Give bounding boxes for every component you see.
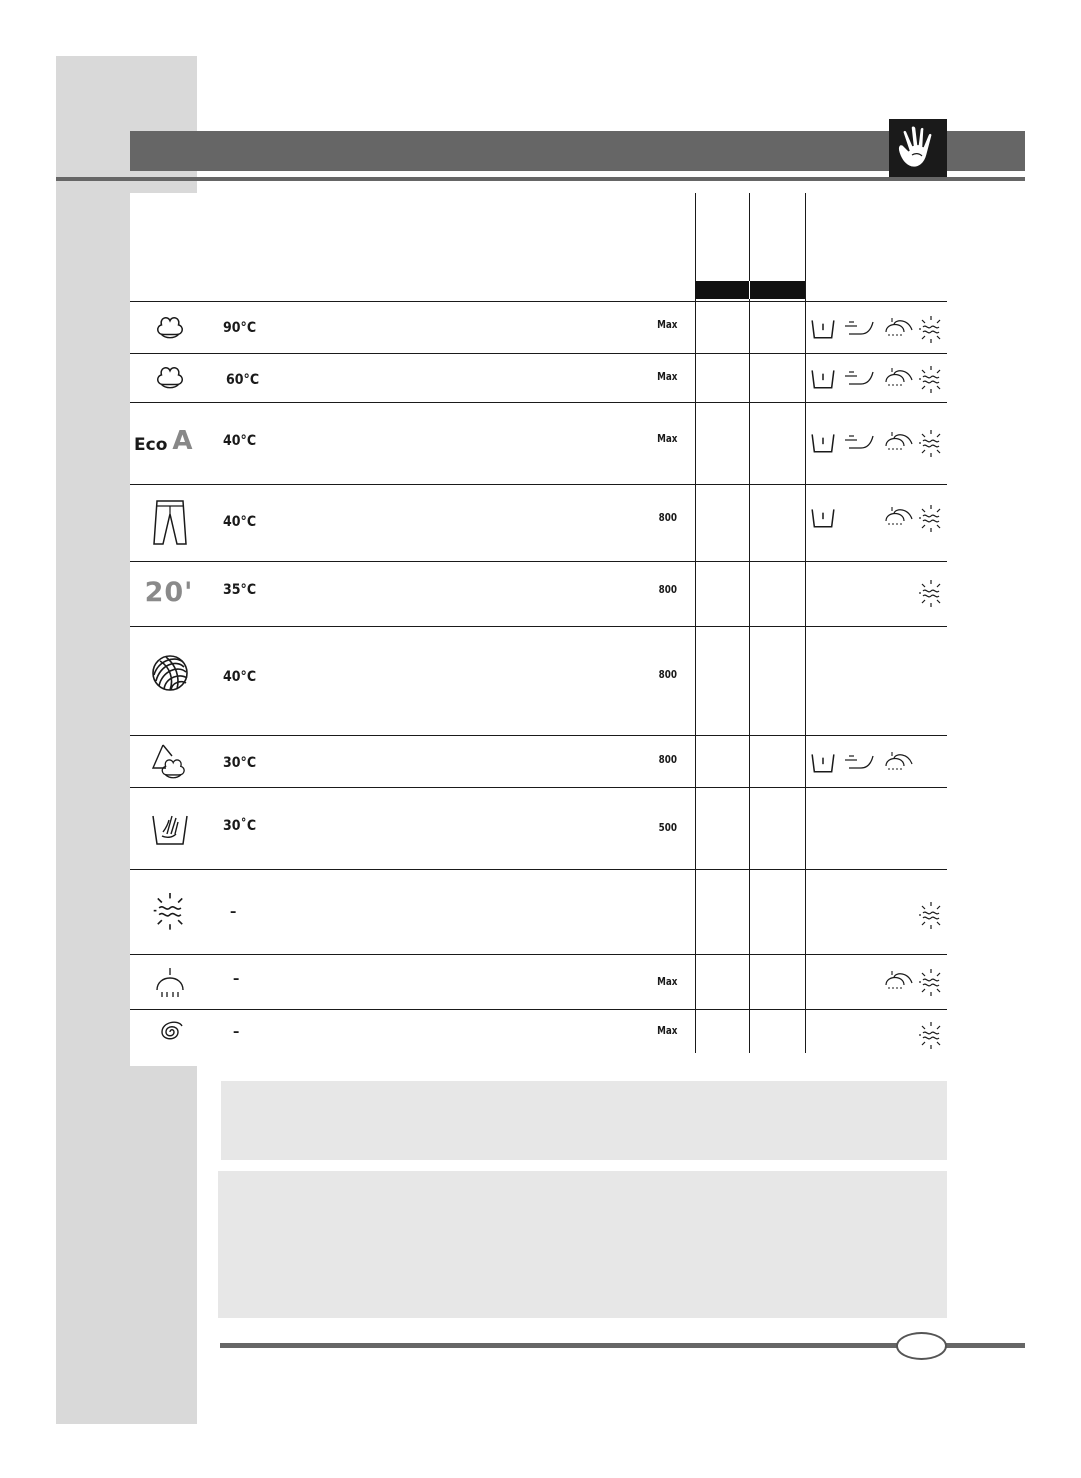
page-number-oval (896, 1332, 947, 1360)
temperature: 35°C (223, 582, 257, 598)
jeans-icon (130, 497, 210, 547)
spin-speed: Max (656, 432, 677, 445)
programme-row (130, 485, 947, 561)
rinse-icon (884, 316, 914, 338)
spin-icon (918, 1022, 944, 1050)
programme-row (130, 870, 947, 954)
phase-indicators (810, 750, 950, 780)
main-wash-icon (843, 430, 875, 452)
rinse-icon (884, 430, 914, 452)
temperature: 40°C (223, 433, 257, 449)
main-wash-icon (843, 316, 875, 338)
phase-indicators (810, 366, 950, 396)
spin-icon (918, 316, 944, 344)
delicates-icon (130, 742, 210, 782)
spin-speed: Max (656, 318, 677, 331)
temperature: – (230, 904, 237, 920)
cotton-icon (130, 310, 210, 342)
eco-grade: A (172, 426, 193, 456)
spin-icon (918, 902, 944, 930)
programme-row (130, 955, 947, 1009)
cotton-icon (130, 360, 210, 392)
main-wash-icon (843, 366, 875, 388)
programme-row (130, 562, 947, 626)
main-wash-icon (843, 750, 875, 772)
prewash-icon (810, 505, 836, 529)
phase-indicators (810, 430, 950, 460)
programme-row (130, 736, 947, 787)
note-box (218, 1171, 947, 1318)
rinse-icon (884, 969, 914, 991)
phase-indicators (810, 505, 950, 535)
temperature: – (233, 971, 240, 987)
rinse-icon (884, 750, 914, 772)
eco-a-icon (134, 423, 214, 459)
rinse-icon (884, 366, 914, 388)
rinse-icon (884, 505, 914, 527)
spin-speed: 800 (658, 753, 677, 766)
prewash-icon (810, 316, 836, 340)
top-rule (56, 177, 1025, 181)
temperature: 30˚C (223, 818, 257, 834)
spin-speed: Max (656, 370, 677, 383)
programme-row (130, 627, 947, 735)
spin-speed: 800 (658, 668, 677, 681)
spin-speed: Max (656, 1024, 677, 1037)
spin-speed: 800 (658, 511, 677, 524)
programme-row (130, 1010, 947, 1054)
hand-wash-icon (130, 808, 210, 850)
phase-indicators (810, 316, 950, 346)
header-black-gap (749, 281, 750, 299)
temperature: 90°C (223, 320, 257, 336)
spin-speed: 800 (658, 583, 677, 596)
spin-only-icon (130, 892, 210, 932)
prewash-icon (810, 366, 836, 390)
programme-row (130, 403, 947, 484)
phase-indicators (810, 1022, 950, 1052)
prewash-icon (810, 430, 836, 454)
prewash-icon (810, 750, 836, 774)
rinse-icon (130, 963, 210, 1001)
programme-row (130, 788, 947, 869)
eco-label: Eco (134, 435, 168, 455)
programme-row (130, 302, 947, 353)
wool-icon (130, 651, 210, 695)
phase-indicators (810, 580, 950, 610)
quick-label: 20' (144, 576, 194, 608)
temperature: – (233, 1024, 240, 1040)
temperature: 40°C (223, 514, 257, 530)
temperature: 40°C (223, 669, 257, 685)
spin-icon (918, 505, 944, 533)
spin-icon (918, 969, 944, 997)
phase-indicators (810, 902, 950, 932)
spin-icon (918, 430, 944, 458)
note-box (221, 1081, 947, 1160)
spin-speed: Max (656, 975, 677, 988)
header-black-cell (695, 281, 805, 299)
temperature: 60°C (226, 372, 260, 388)
spin-speed: 500 (658, 821, 677, 834)
spin-icon (918, 366, 944, 394)
drain-icon (130, 1014, 210, 1050)
spin-icon (918, 580, 944, 608)
programme-row (130, 354, 947, 402)
quick-20-icon (129, 572, 209, 612)
phase-indicators (810, 969, 950, 999)
temperature: 30°C (223, 755, 257, 771)
hand-icon (889, 119, 947, 177)
